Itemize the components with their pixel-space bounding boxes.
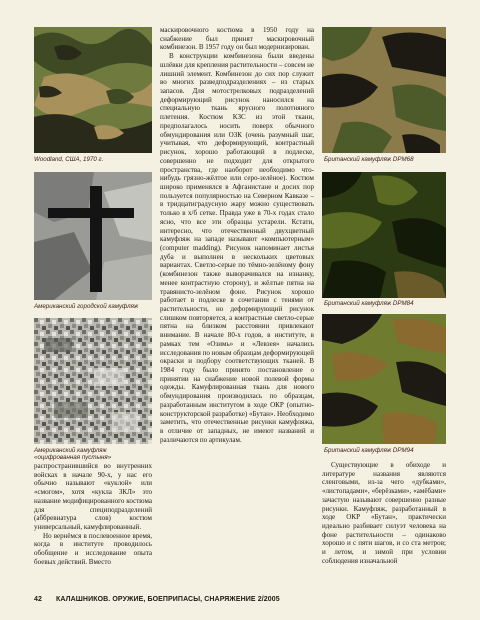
left-paragraph-2: Но вернёмся в послевоенное время, когда в институте проводилось обобщение и исследование опыта боевых действий. Вместо [34,531,152,566]
page-footer [34,596,280,603]
urban-camo-image [34,172,152,300]
left-column-text [34,462,152,586]
middle-column-text [160,26,314,588]
right-column-text [322,461,446,587]
left-paragraph-1: распространившийся во внутренних войсках в начале 90-х, у нас его обычно называют «куклой» или «смогом», хотя «кукла ЗКЛ» это название модифицированного костюма для специподразделений (аббревиатура слов) костюм универсальный, камуфлированный. [34,462,152,532]
magazine-title: КАЛАШНИКОВ. ОРУЖИЕ, БОЕПРИПАСЫ, СНАРЯЖЕНИЕ 2/2005 [56,596,280,603]
caption-urban: Американский городской камуфляж [34,303,139,310]
caption-dpm94: Британский камуфляж DPM94 [324,447,414,454]
caption-dpm84: Британский камуфляж DPM84 [324,300,414,307]
middle-paragraph-1: маскировочного костюма в 1950 году на снабжение был принят маскировочный комбинезон. В 1957 году он был модернизирован. [160,26,314,52]
caption-dpm68: Британский камуфляж DPM68 [324,156,414,163]
dpm84-camo-image [322,172,446,298]
digital-desert-camo-image [34,318,152,444]
page-number: 42 [34,596,42,603]
middle-paragraph-2: В конструкции комбинезона были введены шлёвки для крепления растительности – совсем не лишний элемент. Комбинезон до сих пор служит во многих разведподразделениях – из старых запасов. Для мотострелковых подразделений деформирующий рисунок наносился на специальную ткань ярусного полотняного плетения. Костюм КЗС из этой ткани, предполагалось носить поверх обычного обмундирования или ОЗК (очень разумный шаг, учитывая, что деформирующий, контрастный рисунок, хорошо работающий в подлеске, совершенно не подходит для открытого пространства, где наоборот необходимо что-нибудь грязно-жёлтое или серо-зелёное). Костюм широко применялся в Афганистане и досих пор пользуется популярностью на Северном Кавказе – в тридцатиградусную жару можно существовать только в х/б сетке. Правда уже в 70-х годах стало ясно, что все эти образцы устарели. Кстати, интересно, что отечественный двухцветный камуфляж на западе называют «компьютерным» (computer madding). Рисунок напоминает листья дуба и выполнен в нескольких цветовых вариантах. Светло-серые по тёмно-зелёному фону (комбинезон также выворачивался на изнанку, менее контрастную сторону), и жёлтые пятна на травянисто-зелёном фоне. Рисунок хорошо работает в подлеске в сочетании с тенями от растительности, но деформирующий рисунок слишком повторяется, а контрастные светло-серые пятна на близком расстоянии привлекают внимание. В начале 80-х годов, в институте, в рамках тем «Озимь» и «Левзея» начались исследования по новым образцам деформирующей окраски и подбору соответствующих тканей. В 1984 году было принято постановление о принятии на снабжение новой полевой формы одежды. Камуфлированная ткань для нового обмундирования производилась по образцам, разработанным институтом в ходе ОКР (опытно-конструкторской разработке) «Бутан». Необходимо заметить, что отечественные рисунки камуфляжа, в отличие от западных, не имеют названий и различаются по артикулам. [160,52,314,444]
dpm68-camo-image [322,27,446,153]
caption-digital-desert: Американский камуфляж «оцифрованная пустыня» [34,447,112,462]
right-paragraph-1: Существующие в обиходе и литературе названия являются сленговыми, из-за чего «дубками», «листопадами», «берёзками», «амёбами» зачастую называют совершенно разные рисунки. Камуфляж, разработанный в ходе ОКР «Бутан», практически идеально разбивает силуэт человека на фоне растительности – одинаково хорошо и с пяти шагов, и со ста метров; и летом, и зимой при условии соблюдения изначальной [322,461,446,565]
woodland-camo-image [34,27,152,153]
dpm94-camo-image [322,314,446,444]
caption-woodland: Woodland, США, 1970 г. [34,156,104,163]
